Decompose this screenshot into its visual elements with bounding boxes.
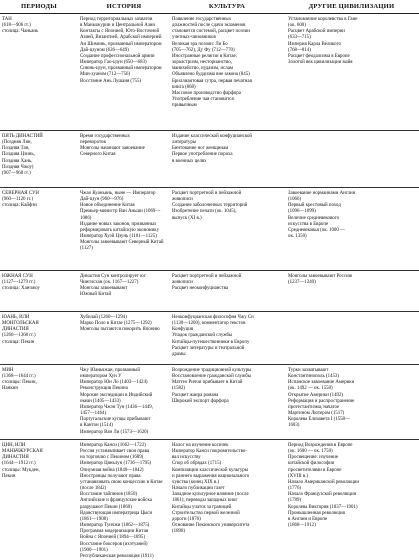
culture-cell: Расцвет портретной и пейзажной живописи Создание заболоченных территорий Изобретение печати (ок. 1045), выпуск (XI в.) (172, 191, 248, 221)
table-header (0, 0, 419, 13)
table-row-ming (0, 366, 419, 438)
history-cell: Время государственных переворотов Монголы начинают завоевание Северного Китая (80, 134, 145, 158)
table-row-yuan (0, 313, 419, 363)
period-cell: ПЯТЬ ДИНАСТИЙ (Поздняя Лян, Поздняя Тан, Поздняя Цзинь, Поздняя Хань, Поздняя Чжоу) (907—960 гг.) (2, 134, 43, 176)
period-cell: ТАН (618—906 гг.) столица: Чаньань (2, 17, 39, 35)
other-civilizations-cell: Монголы завоевывают Россию (1237—1240) (288, 274, 353, 286)
culture-cell: Неоконфуцианская философия Чжу Си (1130—1200), комментатор текстов Конфуция Упадок гражданской службы Китайцы-путешественники в Европу Расцвет литературы и театральной драмы (172, 315, 254, 357)
other-civilizations-cell: Период Возрождения в Европе (ок. 1600 — ок. 1750) Просвещение: изучение китайской философии просветителями в Европе (XVIII в.) Начало Американской революции (1776) Начало Французской революции (1789) Королева Виктория (1837—1901) Промышленная революция в Англии и Европе (1868—1912) (288, 443, 360, 529)
other-civilizations-cell: Установление королевства в Гане (ок. 600) Расцвет Арабской империи (633—715) Империя Карла Великого (768—814) Расцвет феодализма в Европе Золотой век цивилизации майя (288, 17, 358, 66)
history-cell: Император Канси (1662—1722) Россия устанавливает свои права на торговлю с Пекином (1689) Император Цяньлун (1736—1795) Опиумная война (1840—1842) Иностранцы получают права устанавливать свою концессию в Китае (после 1842) Восстание тайпинов (1850) Английские и французские войска разрушают Пекин (1860) Вдовствующая императрица Цыси (1861—1908) Император Тунчжи (1862—1875) Программа модернизации Китая Война с Японией (1894—1895) Восстание боксеров (ихэтуаней) (1900—1901) Республиканская революция (1911) (80, 443, 163, 559)
period-cell: СЕВЕРНАЯ СУН (960—1126 гг.) столица: Кайфэн (2, 191, 39, 209)
row-divider (0, 311, 419, 312)
period-cell: МИН (1368—1644 гг.) столицы: Пекин, Нанкин (2, 368, 37, 392)
header-other-civilizations: ДРУГИЕ ЦИВИЛИЗАЦИИ (308, 3, 395, 10)
table-row-five-dynasties (0, 132, 419, 186)
row-divider (0, 130, 419, 131)
header-periods: ПЕРИОДЫ (21, 3, 57, 10)
culture-cell: Появление государственных должностей после сдачи экзаменов становится системой, расцвет поэзии учетных-чиновников Великая эра поэзии: Ли Бо (705—762), Ду Фу (712—770) Иностранные религии в Китае: зороастризм, несторианство, манихейство, иудаизм, ислам Объявлено буддизма вне закона (845) Бриллиантовая сутра, первая печатная книга (868) Массовое производство фарфора Употребление чая становится привычным (172, 17, 252, 109)
culture-cell: Налог на изучение косичек Император Канси покровительство- вал искусству Спор об обрядах (1715) Компиляции классической культуры и раннего выражения национального чувства (конец XIX в.) Начало публикации газет Западное культурное влияние (после 1861); переводы западных книг Китайцы учатся за границей Строительство первой железной дороги (1876) Основание Пекинского университета (1898) (172, 443, 250, 535)
history-cell: Династия Сун контролирует юг Чингисхан (ок. 1167—1227) Монголы завоевывают Южный Китай (80, 274, 146, 298)
history-cell: Чжу Юаньчжан, прозванный императором Хун У Император Юн Ло (1403—1424) Реконструкция Пекина Морские экспедиции в Индийский океан (1405—1433) Император Чжэн Тун (1436—1449, 1457—1464) Португальские купцы прибывают в Кантон (1514) Император Ван Ли (1573—1620) (80, 368, 153, 435)
header-history: ИСТОРИЯ (106, 3, 142, 10)
row-divider (0, 439, 419, 440)
table-row-qing (0, 441, 419, 559)
header-culture: КУЛЬТУРА (208, 3, 246, 10)
period-cell: ЮЖНАЯ СУН (1127—1279 гг.) столица: Ханчжоу (2, 274, 40, 292)
history-cell: Хубилай (1260—1294) Марко Поло в Китае (1275—1292) Монголы пытаются покорить Японию (80, 315, 160, 333)
history-cell: Чжао Куаньинь, ныне — Император Дай-цзун (960—976) Новое объединение Китая Премьер-министр Ван Аньши (1069— 1086) Издание новых законов, призванных реформировать китайскую экономику Император Хуэй Цзунь (1101—1125) Монголы завоевывают Северный Китай (1127) (80, 191, 164, 252)
period-cell: ЦИН, ИЛИ МАНЬЧЖУРСКАЯ ДИНАСТИЯ (1644—1912 гг.) столицы: Мукден, Пекин (2, 443, 43, 479)
row-divider (0, 187, 419, 188)
other-civilizations-cell: Турки захватывают Константинополь (1453) Испанское завоевание Америки (ок. 1492 — ок. 1550) Открытие Америки (1492) Реформация и распространение протестантизма, начатое Мартином Лютером (1517) Королева Елизавета I (1558— 1603) (288, 368, 355, 429)
row-divider (0, 13, 419, 14)
culture-cell: Расцвет портретной и пейзажной живописи Расцвет неоконфуцианства (172, 274, 242, 292)
table-row-tang (0, 15, 419, 129)
table-row-southern-song (0, 272, 419, 310)
other-civilizations-cell: Завоевание норманнами Англии (1066) Первый крестовый поход (1096—1099) Величие средневекового искусства в Европе Средневековья (ок. 1000 — ок. 1350) (288, 191, 356, 240)
table-row-northern-song (0, 189, 419, 269)
history-cell: Период территориальных захватов в Маньчжурии и Центральной Азии Контакты с Японией, Юго-Восточной Азией, Византией, Арабской империей Ан Шиминь, прозванный императором Дай-цзуном (626—649) Создание профессиональной армии Император Гао-цзун (650—683) Сиюнь-цзун, прозванный императором Мин-хуаном (712—756) Восстание Ань Лушаня (755) (80, 17, 162, 84)
row-divider (0, 270, 419, 271)
culture-cell: Издание классической конфуцианской литературы Бинтование ног женщинам Первое употребление пороха в военных целях (172, 134, 253, 164)
culture-cell: Возрождение традиционной культуры Восстановление гражданской службы Маттео Риччи прибывает в Китай (1582) Расцвет жанра романа Широкий экспорт фарфора (172, 368, 252, 404)
period-cell: ЮАНЬ, ИЛИ МОНГОЛЬСКАЯ ДИНАСТИЯ (1260—1368 гг.) столица: Пекин (2, 315, 39, 345)
row-divider (0, 364, 419, 365)
